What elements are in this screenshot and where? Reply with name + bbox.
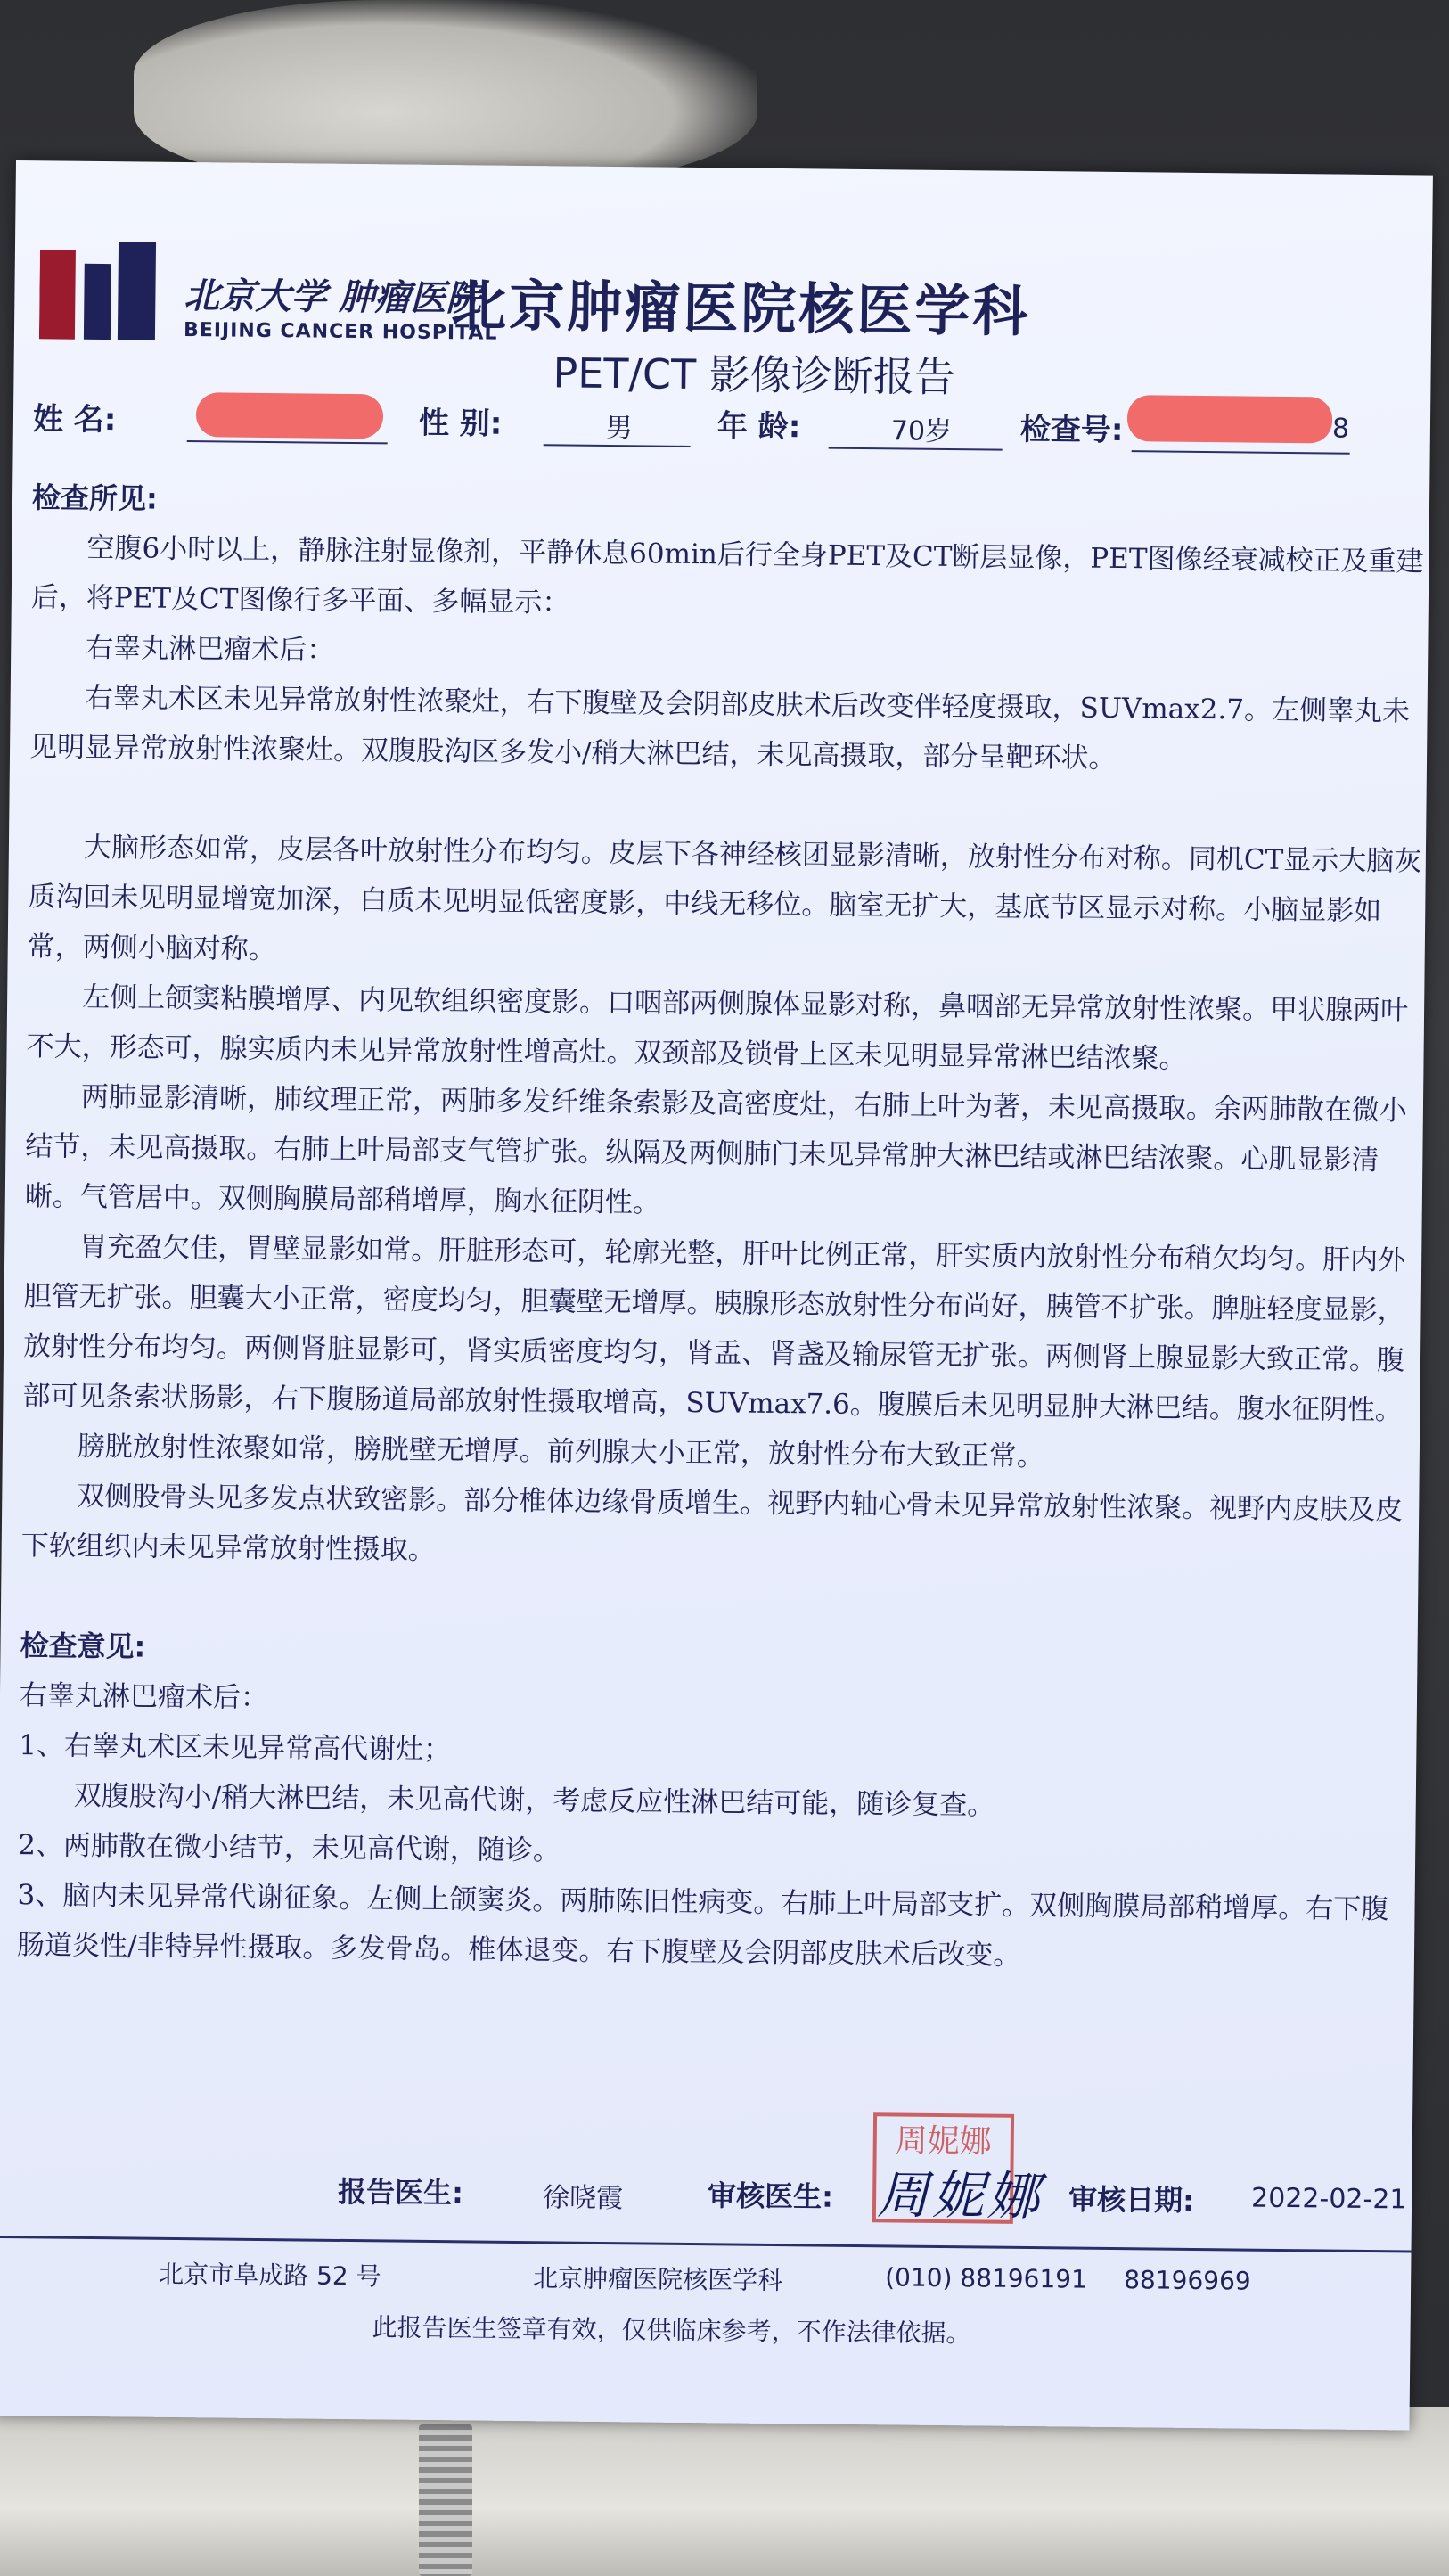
redaction-name [196,392,384,439]
opinion-line: 1、右睾丸术区未见异常高代谢灶； [19,1729,452,1767]
background-fabric-bottom [0,2407,1449,2576]
findings-paragraph: 空腹6小时以上，静脉注射显像剂，平静休息60min后行全身PET及CT断层显像，PET图像经衰减校正及重建后，将PET及CT图像行多平面、多幅显示： [30,531,1424,619]
background-fabric [134,0,757,187]
opinion-heading: 检查意见: [20,1628,146,1664]
review-doctor-label: 审核医生: [707,2178,834,2214]
gender-value: 男 [605,412,634,445]
footer-disclaimer: 此报告医生签章有效，仅供临床参考，不作法律依据。 [372,2312,971,2349]
reviewer-handwritten-signature: 周妮娜 [876,2164,1044,2227]
findings-paragraph: 左侧上颌窦粘膜增厚、内见软组织密度影。口咽部两侧腺体显影对称，鼻咽部无异常放射性浓聚。甲状腺两叶不大，形态可，腺实质内未见异常放射性增高灶。双颈部及锁骨上区未见明显异常淋巴结浓聚。 [26,980,1409,1075]
footer-address: 北京市阜成路 52 号 [159,2259,381,2292]
name-label: 姓 名: [32,401,117,439]
zipper [419,2424,472,2576]
findings-paragraph: 右睾丸淋巴瘤术后： [86,631,335,667]
opinion-line: 2、两肺散在微小结节，未见高代谢，随诊。 [18,1829,561,1867]
report-title: 北京肿瘤医院核医学科 [450,273,1031,344]
footer-disclaimer-row [0,2304,1411,2349]
opinion-line: 3、脑内未见异常代谢征象。左侧上颌窦炎。两肺陈旧性病变。右肺上叶局部支扩。双侧胸膜局部稍增厚。右下腹肠道炎性/非特异性摄取。多发骨岛。椎体退变。右下腹壁及会阴部皮肤术后改变。 [16,1879,1389,1972]
report-doctor-value: 徐晓霞 [542,2182,624,2215]
reviewer-stamp: 周妮娜 [872,2112,1014,2224]
hospital-logo-icon [39,241,165,349]
opinion-line: 右睾丸淋巴瘤术后： [19,1679,269,1715]
report-doctor-label: 报告医生: [337,2174,464,2211]
findings-paragraph: 双侧股骨头见多发点状致密影。部分椎体边缘骨质增生。视野内轴心骨未见异常放射性浓聚。视野内皮肤及皮下软组织内未见异常放射性摄取。 [20,1480,1404,1567]
logo-text-cn: 北京大学 肿瘤医院 [184,274,482,320]
footer-phone-2: 88196969 [1123,2265,1251,2296]
findings-paragraph: 两肺显影清晰，肺纹理正常，两肺多发纤维条索影及高密度灶，右肺上叶为著，未见高摄取。余两肺散在微小结节，未见高摄取。右肺上叶局部支气管扩张。纵隔及两侧肺门未见异常肿大淋巴结或淋巴结浓聚。心肌显影清晰。气管居中。双侧胸膜局部稍增厚，胸水征阴性。 [24,1080,1408,1219]
report-subtitle: PET/CT 影像诊断报告 [553,349,956,402]
report-body [17,472,1428,1984]
exam-no-value: 8 [1331,413,1350,445]
findings-paragraph: 右睾丸术区未见异常放射性浓聚灶，右下腹壁及会阴部皮肤术后改变伴轻度摄取，SUVmax2.7。左侧睾丸未见明显异常放射性浓聚灶。双腹股沟区多发小/稍大淋巴结，未见高摄取，部分呈靶环状。 [29,681,1411,775]
age-label: 年 龄: [716,408,801,446]
hospital-logo [39,241,498,361]
review-date-value: 2022-02-21 [1250,2182,1407,2216]
logo-text-en: BEIJING CANCER HOSPITAL [183,318,498,345]
gender-label: 性 别: [418,405,503,442]
redaction-exam-no [1127,395,1333,443]
footer-contact-row [0,2253,1411,2296]
exam-no-label: 检查号: [1019,411,1124,449]
findings-paragraph: 胃充盈欠佳，胃壁显影如常。肝脏形态可，轮廓光整，肝叶比例正常，肝实质内放射性分布稍欠均匀。肝内外胆管无扩张。胆囊大小正常，密度均匀，胆囊壁无增厚。胰腺形态放射性分布尚好，胰管不扩张。脾脏轻度显影，放射性分布均匀。两侧肾脏显影可，肾实质密度均匀，肾盂、肾盏及输尿管无扩张。两侧肾上腺显影大致正常。腹部可见条索状肠影，右下腹肠道局部放射性摄取增高，SUVmax7.6。腹膜后未见明显肿大淋巴结。腹水征阴性。 [22,1230,1406,1427]
findings-paragraph: 大脑形态如常，皮层各叶放射性分布均匀。皮层下各神经核团显影清晰，放射性分布对称。同机CT显示大脑灰质沟回未见明显增宽加深，白质未见明显低密度影，中线无移位。脑室无扩大，基底节区显示对称。小脑显影如常，两侧小脑对称。 [27,831,1422,966]
review-date-label: 审核日期: [1068,2182,1195,2218]
footer-phone-1: (010) 88196191 [885,2262,1088,2294]
age-value: 70岁 [890,415,953,448]
findings-heading: 检查所见: [31,480,159,516]
report-paper [0,160,1433,2431]
footer-department: 北京肿瘤医院核医学科 [532,2263,783,2296]
findings-paragraph: 膀胱放射性浓聚如常，膀胱壁无增厚。前列腺大小正常，放射性分布大致正常。 [77,1430,1045,1473]
opinion-line: 双腹股沟小/稍大淋巴结，未见高代谢，考虑反应性淋巴结可能，随诊复查。 [73,1779,995,1822]
